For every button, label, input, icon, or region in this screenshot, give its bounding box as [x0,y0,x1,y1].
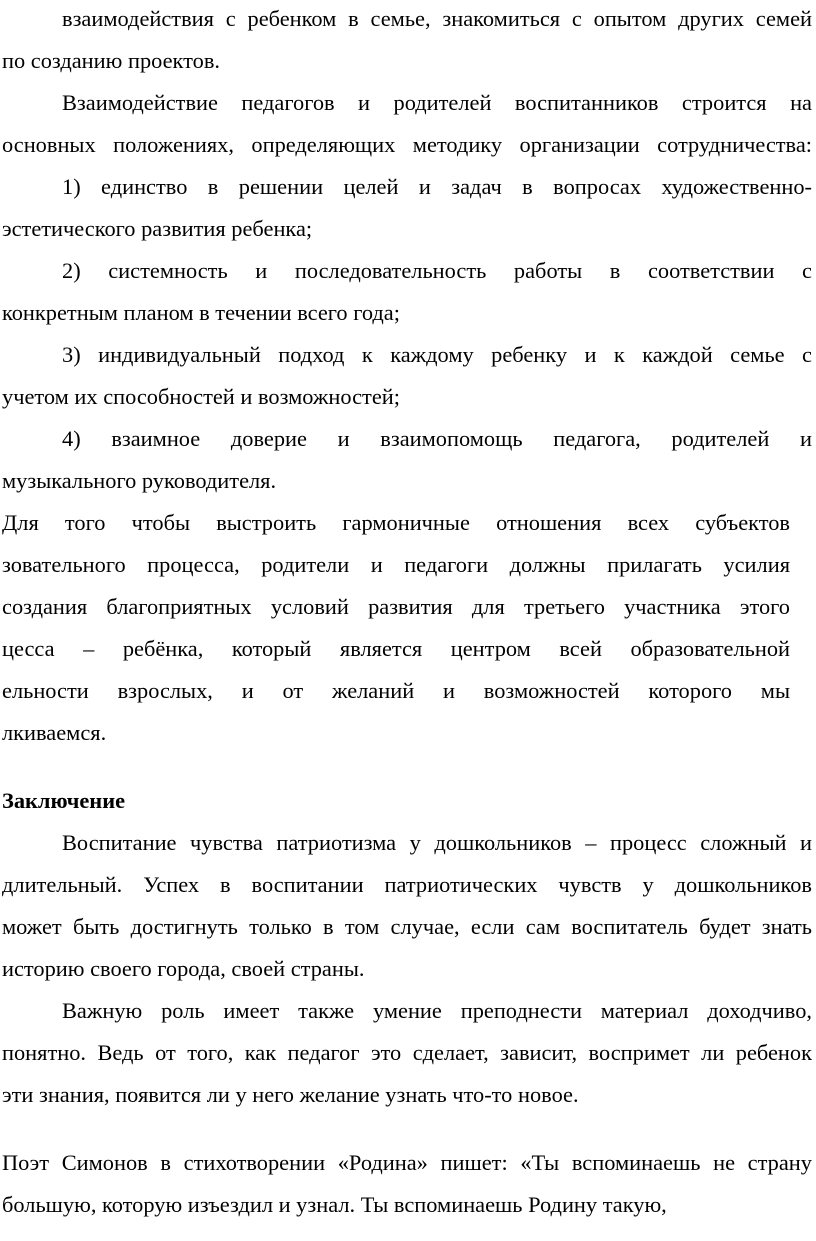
text-line: создания благоприятных условий развития для третьего участника этого [2,594,790,619]
text-line: Важную роль имеет также умение преподнести материал доходчиво, [62,998,812,1023]
text-line: цесса – ребёнка, который является центром всей образовательной [2,636,790,661]
text-line: может быть достигнуть только в том случае, если сам воспитатель будет знать [2,914,812,939]
text-line: ельности взрослых, и от желаний и возможностей которого мы [2,678,790,703]
list-item-line: 2) системность и последовательность работы в соответствии с [62,258,812,283]
text-line: лкиваемся. [2,720,107,745]
text-line: длительный. Успех в воспитании патриотических чувств у дошкольников [2,872,812,897]
list-item-line: 3) индивидуальный подход к каждому ребенку и к каждой семье с [62,342,812,367]
list-item-line: 4) взаимное доверие и взаимопомощь педагога, родителей и [62,426,812,451]
text-line: Взаимодействие педагогов и родителей воспитанников строится на [62,90,812,115]
text-line: основных положениях, определяющих методику организации сотрудничества: [2,132,812,157]
text-line: историю своего города, своей страны. [2,956,365,981]
text-line: эти знания, появится ли у него желание узнать что-то новое. [2,1082,579,1107]
list-item-line: эстетического развития ребенка; [2,216,313,241]
text-line: Воспитание чувства патриотизма у дошкольников – процесс сложный и [62,830,812,855]
text-line: взаимодействия с ребенком в семье, знакомиться с опытом других семей [62,6,812,31]
text-line: Для того чтобы выстроить гармоничные отношения всех субъектов [2,510,790,535]
text-line: понятно. Ведь от того, как педагог это сделает, зависит, воспримет ли ребенок [2,1040,812,1065]
list-item-line: конкретным планом в течении всего года; [2,300,400,325]
text-line: большую, которую изъездил и узнал. Ты вспоминаешь Родину такую, [2,1192,667,1217]
list-item-line: учетом их способностей и возможностей; [2,384,400,409]
text-line: Поэт Симонов в стихотворении «Родина» пишет: «Ты вспоминаешь не страну [2,1150,812,1175]
text-line: по созданию проектов. [2,48,220,73]
section-heading: Заключение [2,788,126,813]
list-item-line: музыкального руководителя. [2,468,277,493]
text-line: зовательного процесса, родители и педагоги должны прилагать усилия [2,552,790,577]
list-item-line: 1) единство в решении целей и задач в вопросах художественно- [62,174,812,199]
